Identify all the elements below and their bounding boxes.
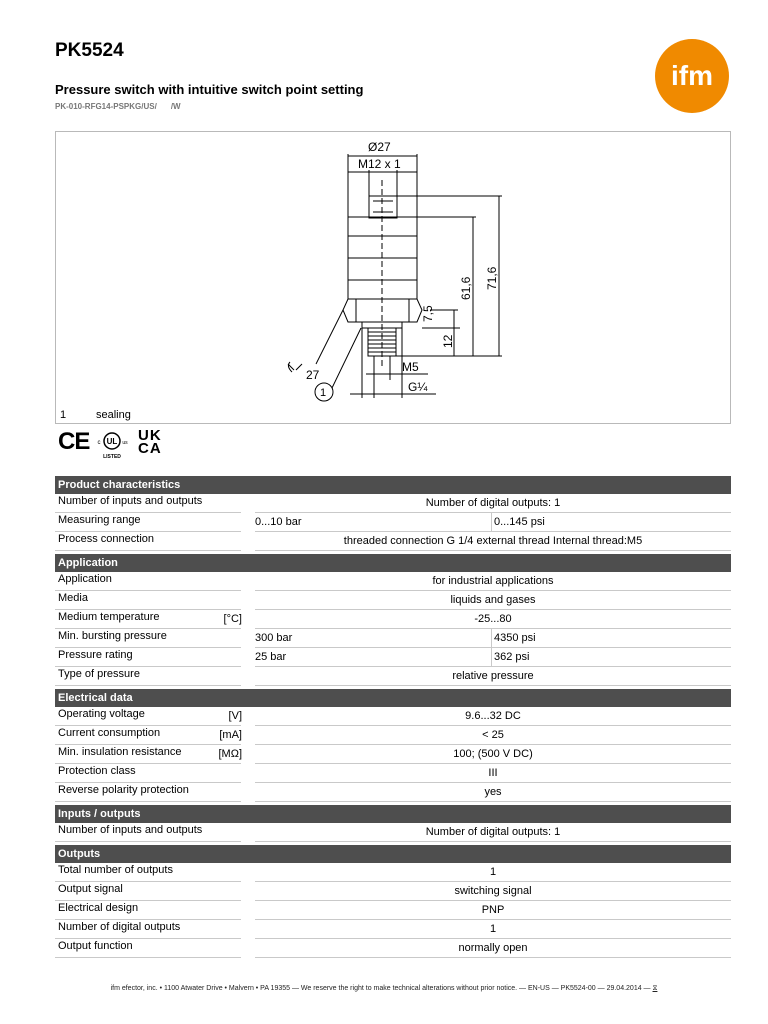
footer-text: ifm efector, inc. • 1100 Atwater Drive • Malvern • PA 19355 — We reserve the right to make technical alterations without prior notice. — EN-US — PK5524-00 — 29.04.2014 — [110, 985, 651, 992]
dim-12: 12 [441, 334, 455, 348]
ul-listed-mark [96, 428, 128, 460]
spec-label: Reverse polarity protection [55, 783, 241, 802]
spec-value: < 25 [482, 729, 504, 741]
spec-value: for industrial applications [432, 575, 554, 587]
spec-value: Number of digital outputs: 1 [425, 497, 561, 509]
spec-value-cell [255, 610, 731, 629]
legend-text: sealing [96, 409, 131, 421]
spec-value-alt: 362 psi [494, 651, 530, 663]
spec-value: threaded connection G 1/4 external thread Internal thread:M5 [343, 535, 643, 547]
spec-value-alt: 0...145 psi [494, 516, 545, 528]
spec-label: Medium temperature [55, 610, 241, 629]
footer-mark-icon: ⧖ [652, 985, 658, 992]
spec-value-cell [255, 726, 731, 745]
spec-value-alt: 4350 psi [494, 632, 536, 644]
spec-row [55, 629, 731, 648]
spec-value-cell [255, 513, 731, 532]
spec-row [55, 610, 731, 629]
article-code [55, 102, 181, 111]
spec-label: Output signal [55, 882, 241, 901]
ukca-line1: UK [138, 427, 162, 444]
ce-mark: CE [58, 428, 90, 455]
spec-label: Protection class [55, 764, 241, 783]
spec-value-cell [255, 920, 731, 939]
drawing-legend [60, 409, 131, 421]
ifm-logo [654, 38, 730, 114]
dim-g14: G¼ [408, 380, 428, 394]
spec-value-cell [255, 939, 731, 958]
spec-value-cell [255, 591, 731, 610]
ul-center: UL [106, 437, 118, 446]
spec-value: Number of digital outputs: 1 [425, 826, 561, 838]
spec-label: Pressure rating [55, 648, 241, 667]
spec-row [55, 783, 731, 802]
spec-row [55, 572, 731, 591]
dim-7-5: 7,5 [421, 305, 435, 322]
spec-row [55, 532, 731, 551]
spec-value-cell [255, 667, 731, 686]
spec-row [55, 494, 731, 513]
spec-unit: [MΩ] [218, 748, 242, 760]
page-footer [0, 985, 768, 993]
dim-m5: M5 [402, 360, 419, 374]
dim-71-6: 71,6 [485, 266, 499, 290]
spec-label: Electrical design [55, 901, 241, 920]
spec-row [55, 920, 731, 939]
spec-value: III [488, 767, 498, 779]
spec-value-cell [255, 764, 731, 783]
spec-value: 25 bar [255, 648, 492, 666]
spec-value-cell [255, 783, 731, 802]
spec-label: Min. bursting pressure [55, 629, 241, 648]
spec-value: switching signal [454, 885, 532, 897]
spec-value-cell [255, 494, 731, 513]
product-title: PK5524 [55, 40, 124, 61]
spec-row [55, 648, 731, 667]
section-header: Application [55, 554, 731, 572]
spec-value-cell [255, 648, 731, 667]
spec-value-cell [255, 823, 731, 842]
spec-value: 0...10 bar [255, 513, 492, 531]
spec-value-cell [255, 707, 731, 726]
logo-text: ifm [671, 60, 713, 91]
section-header: Outputs [55, 845, 731, 863]
callout-number: 1 [320, 387, 327, 399]
spec-value: normally open [458, 942, 528, 954]
product-subtitle: Pressure switch with intuitive switch point setting [55, 82, 364, 97]
wrench-icon [288, 362, 302, 372]
spec-row [55, 707, 731, 726]
spec-unit: [mA] [219, 729, 242, 741]
spec-label: Application [55, 572, 241, 591]
spec-value-cell [255, 745, 731, 764]
spec-label: Number of digital outputs [55, 920, 241, 939]
spec-label: Operating voltage [55, 707, 241, 726]
spec-value: 1 [489, 923, 497, 935]
spec-label: Number of inputs and outputs [55, 823, 241, 842]
article-code-main: PK-010-RFG14-PSPKG/US/ [55, 102, 157, 111]
section-header: Product characteristics [55, 476, 731, 494]
article-code-suffix: /W [170, 102, 181, 111]
legend-number: 1 [60, 409, 67, 421]
spec-value-cell [255, 572, 731, 591]
spec-row [55, 823, 731, 842]
spec-label: Type of pressure [55, 667, 241, 686]
ul-left: c [97, 440, 101, 446]
spec-value: liquids and gases [450, 594, 536, 606]
spec-row [55, 939, 731, 958]
spec-row [55, 726, 731, 745]
dim-thread-top: M12 x 1 [358, 157, 401, 171]
section-header: Inputs / outputs [55, 805, 731, 823]
spec-row [55, 764, 731, 783]
sensor-drawing [56, 132, 732, 425]
spec-value: 100; (500 V DC) [453, 748, 533, 760]
spec-value: -25...80 [474, 613, 512, 625]
dim-wrench: 27 [306, 368, 320, 382]
spec-row [55, 882, 731, 901]
spec-value: 300 bar [255, 629, 492, 647]
spec-value: PNP [481, 904, 505, 916]
spec-value: 1 [489, 866, 497, 878]
dim-diameter: Ø27 [368, 140, 391, 154]
spec-unit: [V] [228, 710, 242, 722]
spec-label: Output function [55, 939, 241, 958]
spec-row [55, 901, 731, 920]
spec-row [55, 667, 731, 686]
spec-label: Measuring range [55, 513, 241, 532]
ul-bottom: LISTED [103, 454, 121, 460]
spec-unit: [°C] [223, 613, 242, 625]
spec-value: 9.6...32 DC [465, 710, 521, 722]
dim-61-6: 61,6 [459, 276, 473, 300]
spec-label: Number of inputs and outputs [55, 494, 241, 513]
certification-marks [58, 428, 178, 462]
spec-value: yes [484, 786, 502, 798]
spec-label: Current consumption [55, 726, 241, 745]
spec-value-cell [255, 882, 731, 901]
spec-label: Total number of outputs [55, 863, 241, 882]
ukca-mark [138, 429, 162, 455]
spec-row [55, 591, 731, 610]
ukca-line2: CA [138, 440, 162, 457]
spec-row [55, 863, 731, 882]
dimension-drawing [55, 131, 731, 424]
spec-value-cell [255, 629, 731, 648]
spec-value-cell [255, 863, 731, 882]
spec-label: Process connection [55, 532, 241, 551]
spec-row [55, 745, 731, 764]
spec-label: Min. insulation resistance [55, 745, 241, 764]
specifications-table [55, 476, 731, 958]
spec-value-cell [255, 901, 731, 920]
spec-value-cell [255, 532, 731, 551]
spec-label: Media [55, 591, 241, 610]
spec-value: relative pressure [452, 670, 534, 682]
section-header: Electrical data [55, 689, 731, 707]
ul-right: us [122, 440, 128, 446]
spec-row [55, 513, 731, 532]
